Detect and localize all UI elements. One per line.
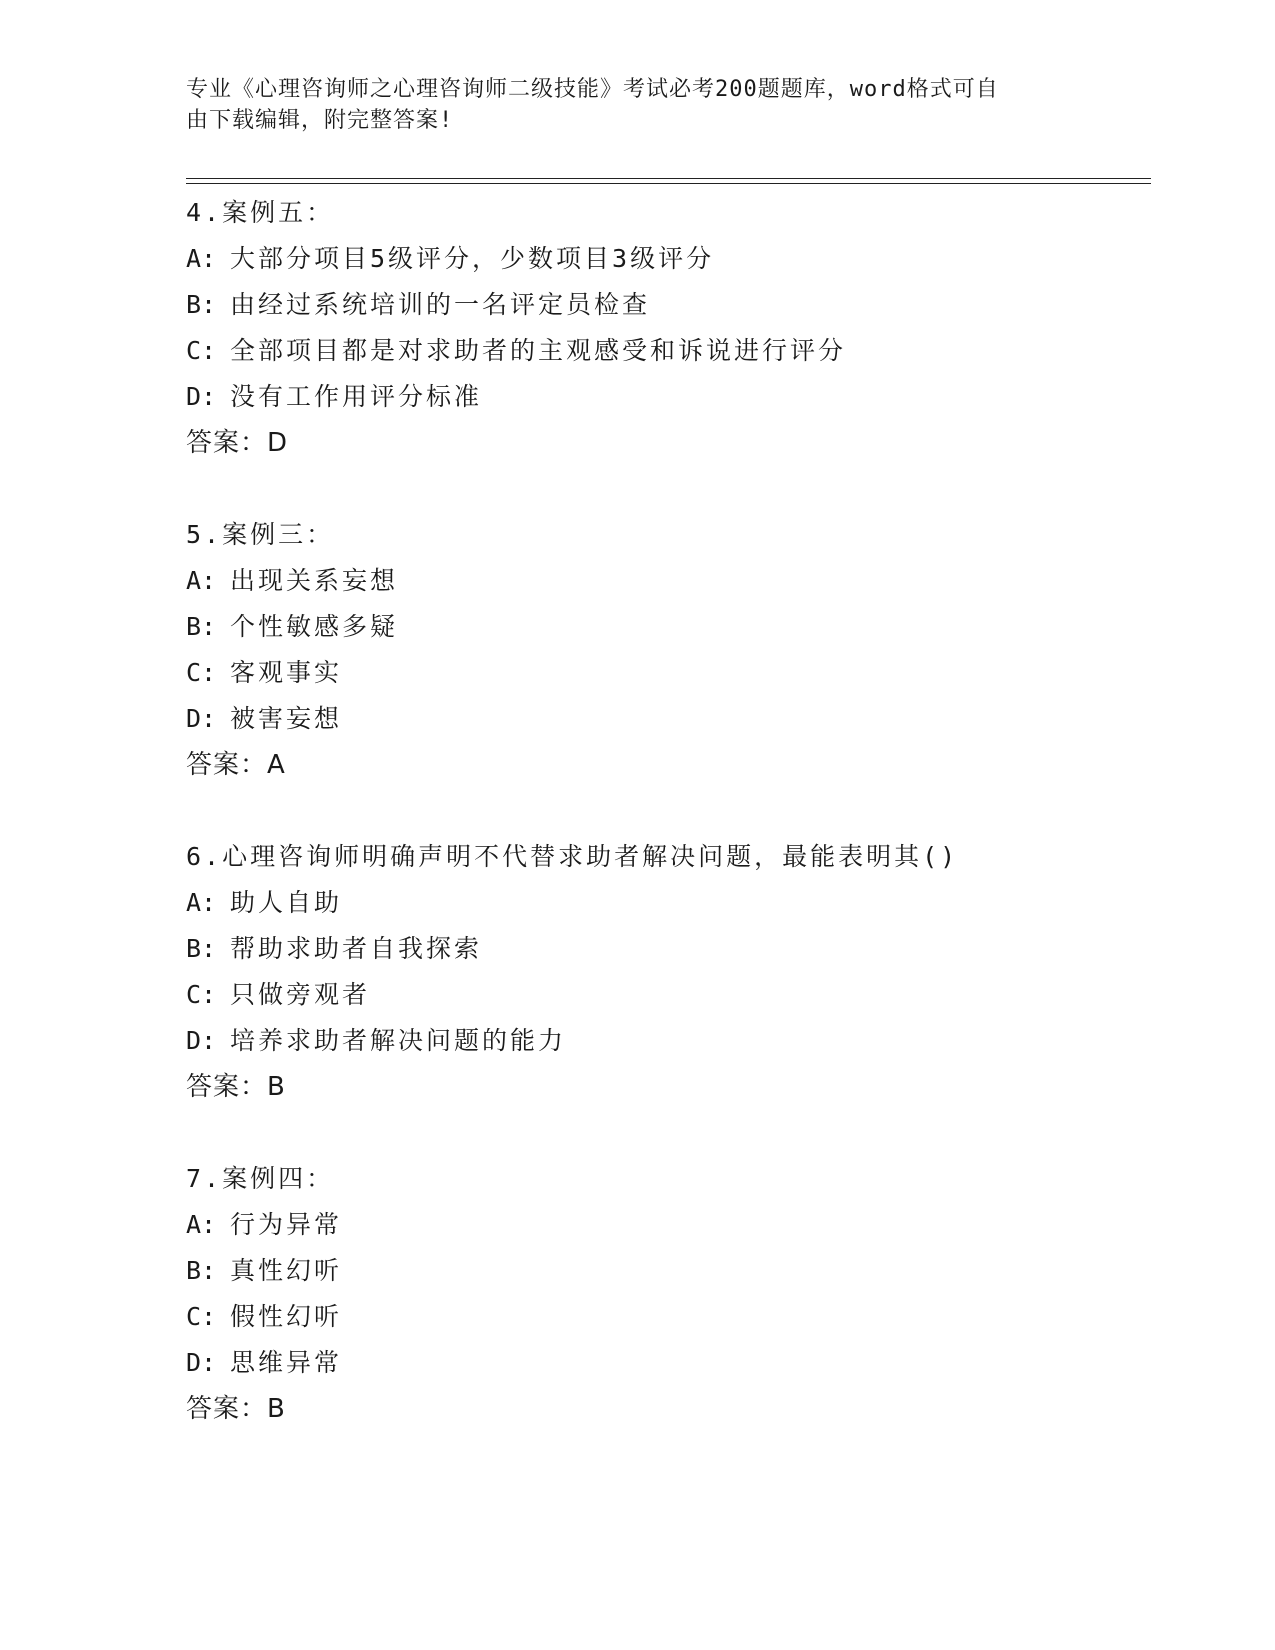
option-text: 出现关系妄想 <box>230 566 399 595</box>
question-stem: 6.心理咨询师明确声明不代替求助者解决问题，最能表明其() <box>186 842 959 871</box>
option-d <box>186 1340 1146 1386</box>
question-5 <box>186 512 1146 788</box>
option-letter: D: <box>186 1026 217 1055</box>
option-text: 没有工作用评分标准 <box>230 382 483 411</box>
option-letter: C: <box>186 980 217 1009</box>
option-letter: C: <box>186 1302 217 1331</box>
option-text: 帮助求助者自我探索 <box>230 934 483 963</box>
option-text: 行为异常 <box>230 1210 343 1239</box>
question-stem: 5.案例三： <box>186 520 335 549</box>
option-letter: D: <box>186 704 217 733</box>
question-list <box>186 190 1146 1478</box>
option-letter: B: <box>186 290 217 319</box>
option-a <box>186 558 1146 604</box>
question-4 <box>186 190 1146 466</box>
option-d <box>186 1018 1146 1064</box>
option-letter: C: <box>186 658 217 687</box>
header-divider-bottom <box>186 183 1151 184</box>
option-c <box>186 328 1146 374</box>
header-line-2: 由下载编辑，附完整答案! <box>186 108 454 133</box>
option-c <box>186 1294 1146 1340</box>
answer-line: 答案：D <box>186 428 289 458</box>
option-a <box>186 236 1146 282</box>
option-text: 只做旁观者 <box>230 980 371 1009</box>
question-stem: 4.案例五： <box>186 198 335 227</box>
option-text: 由经过系统培训的一名评定员检查 <box>230 290 651 319</box>
option-text: 被害妄想 <box>230 704 343 733</box>
document-header <box>186 74 1086 136</box>
option-letter: D: <box>186 1348 217 1377</box>
header-line-1: 专业《心理咨询师之心理咨询师二级技能》考试必考200题题库，word格式可自 <box>186 77 999 102</box>
option-letter: A: <box>186 566 217 595</box>
option-b <box>186 1248 1146 1294</box>
question-stem: 7.案例四： <box>186 1164 335 1193</box>
option-letter: B: <box>186 934 217 963</box>
option-c <box>186 650 1146 696</box>
option-letter: A: <box>186 888 217 917</box>
option-b <box>186 926 1146 972</box>
option-text: 大部分项目5级评分，少数项目3级评分 <box>230 244 715 273</box>
option-letter: B: <box>186 1256 217 1285</box>
option-b <box>186 604 1146 650</box>
option-letter: A: <box>186 1210 217 1239</box>
option-text: 全部项目都是对求助者的主观感受和诉说进行评分 <box>230 336 847 365</box>
header-divider-top <box>186 178 1151 179</box>
option-text: 个性敏感多疑 <box>230 612 399 641</box>
answer-line: 答案：A <box>186 750 286 780</box>
option-a <box>186 880 1146 926</box>
option-text: 助人自助 <box>230 888 343 917</box>
option-text: 思维异常 <box>230 1348 343 1377</box>
question-7 <box>186 1156 1146 1432</box>
option-text: 客观事实 <box>230 658 343 687</box>
option-text: 培养求助者解决问题的能力 <box>230 1026 567 1055</box>
question-6 <box>186 834 1146 1110</box>
option-letter: A: <box>186 244 217 273</box>
option-text: 真性幻听 <box>230 1256 343 1285</box>
option-letter: D: <box>186 382 217 411</box>
option-b <box>186 282 1146 328</box>
option-text: 假性幻听 <box>230 1302 343 1331</box>
answer-line: 答案：B <box>186 1394 286 1424</box>
option-d <box>186 696 1146 742</box>
option-d <box>186 374 1146 420</box>
answer-line: 答案：B <box>186 1072 286 1102</box>
option-letter: C: <box>186 336 217 365</box>
option-a <box>186 1202 1146 1248</box>
option-c <box>186 972 1146 1018</box>
option-letter: B: <box>186 612 217 641</box>
